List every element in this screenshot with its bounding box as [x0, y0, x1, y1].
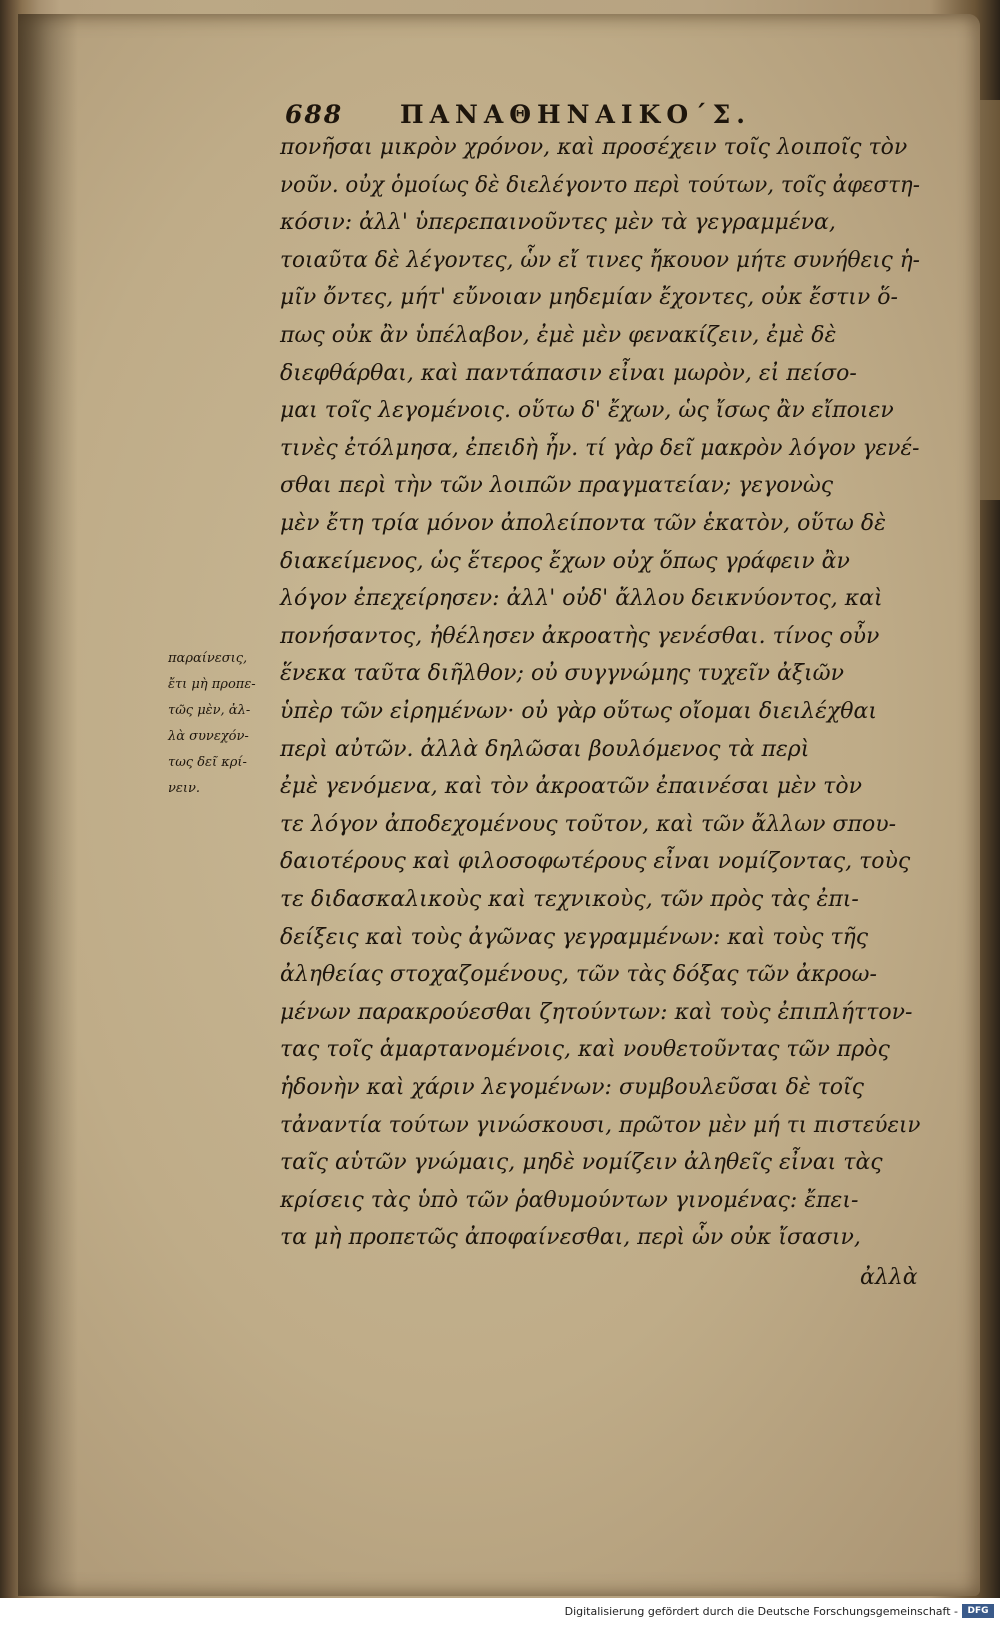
text-line: πονήσαντος, ἠθέλησεν ἀκροατὴς γενέσθαι. τίνος οὖν [280, 623, 880, 649]
text-line: κόσιν: ἀλλ' ὑπερεπαινοῦντες μὲν τὰ γεγραμμένα, [280, 210, 836, 236]
text-line: κρίσεις τὰς ὑπὸ τῶν ῥαθυμούντων γινομένας: ἔπει- [280, 1187, 859, 1213]
dfg-logo: DFG [962, 1604, 994, 1618]
marginal-note-line: παραίνεσις, [168, 651, 248, 666]
text-line: τοιαῦτα δὲ λέγοντες, ὧν εἴ τινες ἤκουον μήτε συνήθεις ἡ- [280, 247, 920, 273]
text-line: ὑπὲρ τῶν εἰρημένων· οὐ γὰρ οὕτως οἴομαι διειλέχθαι [280, 699, 877, 724]
text-line: πως οὐκ ἂν ὑπέλαβον, ἐμὲ μὲν φενακίζειν, ἐμὲ δὲ [280, 323, 837, 348]
marginal-note-line: νειν. [168, 781, 201, 796]
text-line: πονῆσαι μικρὸν χρόνον, καὶ προσέχειν τοῖς λοιποῖς τὸν [280, 135, 908, 160]
folio-number: 688 [285, 100, 344, 129]
text-line: δαιοτέρους καὶ φιλοσοφωτέρους εἶναι νομίζοντας, τοὺς [280, 849, 911, 875]
text-line: μένων παρακρούεσθαι ζητούντων: καὶ τοὺς ἐπιπλήττον- [280, 999, 913, 1025]
marginal-note-line: λὰ συνεχόν- [168, 729, 249, 744]
text-line: μαι τοῖς λεγομένοις. οὕτω δ' ἔχων, ὡς ἴσως ἂν εἴποιεν [280, 398, 894, 424]
marginal-note-line: τῶς μὲν, ἀλ- [168, 703, 251, 718]
text-line: διεφθάρθαι, καὶ παντάπασιν εἶναι μωρὸν, εἰ πείσο- [280, 360, 857, 386]
text-line: τας τοῖς ἁμαρτανομένοις, καὶ νουθετοῦντας τῶν πρὸς [280, 1037, 890, 1063]
text-line: περὶ αὐτῶν. ἀλλὰ δηλῶσαι βουλόμενος τὰ περὶ [280, 736, 810, 762]
spine-shadow [18, 14, 78, 1596]
text-line: δείξεις καὶ τοὺς ἀγῶνας γεγραμμένων: καὶ τοὺς τῆς [280, 924, 869, 950]
marginal-note-line: ἔτι μὴ προπε- [168, 677, 256, 692]
text-line: μὲν ἔτη τρία μόνον ἀπολείποντα τῶν ἑκατὸν, οὕτω δὲ [280, 511, 886, 536]
marginal-note-line: τως δεῖ κρί- [168, 755, 247, 770]
text-line: ταῖς αὑτῶν γνώμαις, μηδὲ νομίζειν ἀληθεῖς εἶναι τὰς [280, 1150, 883, 1176]
text-line: τε διδασκαλικοὺς καὶ τεχνικοὺς, τῶν πρὸς τὰς ἐπι- [280, 887, 859, 912]
text-line: ἐμὲ γενόμενα, καὶ τὸν ἀκροατῶν ἐπαινέσαι μὲν τὸν [280, 774, 862, 800]
text-line: τα μὴ προπετῶς ἀποφαίνεσθαι, περὶ ὧν οὐκ ἴσασιν, [280, 1225, 861, 1251]
footer-credit: Digitalisierung gefördert durch die Deutsche Forschungsgemeinschaft - [564, 1605, 958, 1618]
text-line: σθαι περὶ τὴν τῶν λοιπῶν πραγματείαν; γεγονὼς [280, 473, 834, 499]
page-header [285, 96, 925, 136]
text-line: νοῦν. οὐχ ὁμοίως δὲ διελέγοντο περὶ τούτων, τοῖς ἀφεστη- [280, 172, 920, 198]
text-line: τἀναντία τούτων γινώσκουσι, πρῶτον μὲν μή τι πιστεύειν [280, 1112, 921, 1138]
text-line: ἕνεκα ταῦτα διῆλθον; οὐ συγγνώμης τυχεῖν ἀξιῶν [280, 661, 844, 687]
marginal-note [168, 646, 278, 802]
text-line: ἀληθείας στοχαζομένους, τῶν τὰς δόξας τῶν ἀκροω- [280, 962, 877, 988]
text-line: μῖν ὄντες, μήτ' εὔνοιαν μηδεμίαν ἔχοντες, οὐκ ἔστιν ὅ- [280, 285, 898, 311]
text-line: διακείμενος, ὡς ἕτερος ἔχων οὐχ ὅπως γράφειν ἂν [280, 548, 850, 574]
text-line: τε λόγον ἀποδεχομένους τοῦτον, καὶ τῶν ἄλλων σπου- [280, 811, 897, 837]
digitization-footer [0, 1598, 1000, 1625]
text-line: τινὲς ἐτόλμησα, ἐπειδὴ ἦν. τί γὰρ δεῖ μακρὸν λόγον γενέ- [280, 435, 920, 461]
text-line: ἡδονὴν καὶ χάριν λεγομένων: συμβουλεῦσαι δὲ τοῖς [280, 1075, 864, 1100]
text-line: λόγον ἐπεχείρησεν: ἀλλ' οὐδ' ἄλλου δεικνύοντος, καὶ [280, 586, 883, 612]
running-head: ΠΑΝΑΘΗΝΑΙΚΟ΄Σ. [400, 100, 751, 129]
catchword: ἀλλὰ [860, 1265, 918, 1290]
